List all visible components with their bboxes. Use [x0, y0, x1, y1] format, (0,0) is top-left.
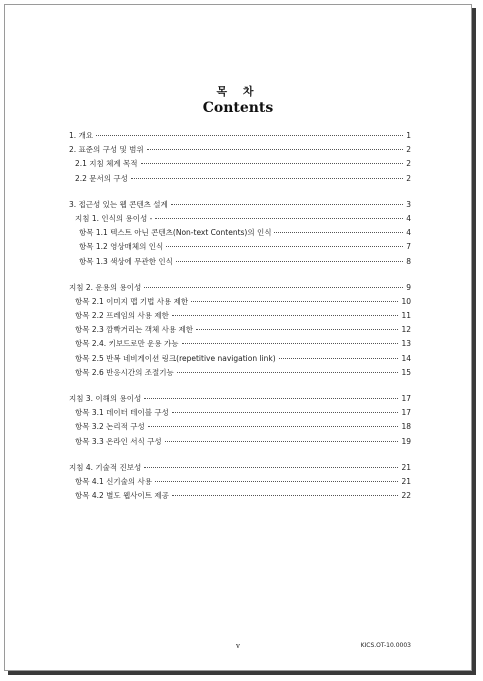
dot-leader — [191, 300, 398, 302]
toc-entry[interactable] — [69, 213, 411, 227]
toc-entry-label: 2. 표준의 구성 및 범위 — [69, 145, 144, 155]
dot-leader — [172, 411, 399, 413]
toc-entry[interactable] — [69, 256, 411, 270]
dot-leader — [172, 494, 399, 496]
toc-entry-label: 1. 개요 — [69, 131, 94, 140]
toc-entry-page: 12 — [401, 325, 411, 335]
footer-page-number: v — [236, 642, 240, 650]
toc-entry[interactable] — [69, 130, 411, 144]
toc-entry-label: 항목 4.2 별도 웹사이트 제공 — [75, 491, 169, 501]
toc-entry[interactable] — [69, 462, 411, 476]
toc-entry-page: 18 — [401, 422, 411, 432]
toc-entry-page: 15 — [401, 367, 411, 377]
section-gap — [69, 381, 411, 393]
toc-title-korean: 목 차 — [216, 85, 260, 98]
section-gap — [69, 450, 411, 462]
dot-leader — [166, 245, 403, 247]
toc-entry-label: 항목 3.2 논리적 구성 — [75, 422, 145, 432]
toc-entry-page: 7 — [406, 242, 411, 252]
toc-entry-page: 11 — [401, 311, 411, 321]
toc-entry[interactable] — [69, 367, 411, 381]
dot-leader — [147, 148, 404, 150]
toc-entry-page: 22 — [401, 491, 411, 501]
toc-entry-page: 19 — [401, 436, 411, 446]
dot-leader — [155, 217, 403, 219]
section-gap — [69, 187, 411, 199]
toc-entry-label: 항목 2.4. 키보드로만 운용 가능 — [75, 339, 179, 349]
toc-entry-label: 지침 1. 인식의 용이성 - — [75, 213, 153, 223]
section-gap — [69, 270, 411, 282]
toc-entry[interactable] — [69, 241, 411, 255]
dot-leader — [141, 162, 404, 164]
toc-entry[interactable] — [69, 310, 411, 324]
toc-entry-page: 4 — [406, 213, 411, 223]
toc-entry-page: 4 — [406, 228, 411, 238]
toc-entry-label: 지침 2. 운용의 용이성 — [69, 282, 142, 292]
toc-entry[interactable] — [69, 338, 411, 352]
toc-entry[interactable] — [69, 324, 411, 338]
toc-entry-label: 항목 2.3 깜빡거리는 객체 사용 제한 — [75, 325, 194, 335]
toc-entry-page: 3 — [406, 199, 411, 209]
toc-entry[interactable] — [69, 393, 411, 407]
dot-leader — [144, 466, 398, 468]
toc-entry-label: 항목 2.1 이미지 맵 기법 사용 제한 — [75, 296, 189, 306]
toc-entry-label: 항목 2.5 반복 네비게이션 링크(repetitive navigation link) — [75, 353, 276, 363]
toc-entry-page: 1 — [406, 131, 411, 140]
toc-entry-page: 17 — [401, 394, 411, 403]
dot-leader — [165, 440, 399, 442]
toc-entry-label: 항목 1.3 색상에 무관한 인식 — [79, 256, 173, 266]
toc-entry-page: 14 — [401, 353, 411, 363]
toc-entry-label: 2.2 문서의 구성 — [75, 173, 128, 183]
dot-leader — [96, 134, 403, 136]
toc-entry-label: 항목 1.2 영상매체의 인식 — [79, 242, 164, 252]
dot-leader — [172, 314, 399, 316]
toc-entry-page: 10 — [401, 296, 411, 306]
toc-entry-label: 항목 4.1 신기술의 사용 — [75, 476, 153, 486]
toc-entry[interactable] — [69, 421, 411, 435]
dot-leader — [274, 231, 403, 233]
toc-entry-label: 2.1 지침 체계 목적 — [75, 159, 138, 169]
toc-entry-label: 항목 2.6 반응시간의 조절기능 — [75, 367, 174, 377]
toc-entry[interactable] — [69, 476, 411, 490]
dot-leader — [196, 328, 398, 330]
toc-title-english: Contents — [202, 100, 274, 116]
toc-entry-page: 2 — [406, 145, 411, 155]
dot-leader — [131, 177, 403, 179]
dot-leader — [177, 371, 399, 373]
toc-entry[interactable] — [69, 227, 411, 241]
toc-entry-label: 항목 1.1 텍스트 아닌 콘텐츠(Non-text Contents)의 인식 — [79, 228, 272, 238]
dot-leader — [182, 342, 399, 344]
toc-entry-page: 9 — [406, 282, 411, 292]
footer-doc-code: KICS.OT-10.0003 — [360, 642, 411, 649]
toc-entry[interactable] — [69, 407, 411, 421]
toc-entry-label: 항목 3.1 데이터 테이블 구성 — [75, 408, 169, 418]
toc-entry[interactable] — [69, 158, 411, 172]
toc-entry-label: 지침 3. 이해의 용이성 — [69, 394, 142, 403]
toc-entry-page: 13 — [401, 339, 411, 349]
toc-entry-label: 3. 접근성 있는 웹 콘텐츠 설계 — [69, 199, 168, 209]
document-page — [4, 4, 472, 671]
toc-entry-page: 21 — [401, 476, 411, 486]
toc-entry-label: 항목 2.2 프레임의 사용 제한 — [75, 311, 169, 321]
dot-leader — [144, 286, 403, 288]
toc-entry-label: 지침 4. 기술적 진보성 — [69, 462, 142, 472]
dot-leader — [176, 260, 403, 262]
toc-entry[interactable] — [69, 353, 411, 367]
table-of-contents — [69, 130, 411, 504]
toc-entry-page: 2 — [406, 173, 411, 183]
toc-entry-label: 항목 3.3 온라인 서식 구성 — [75, 436, 162, 446]
toc-entry-page: 2 — [406, 159, 411, 169]
toc-entry[interactable] — [69, 282, 411, 296]
toc-entry[interactable] — [69, 296, 411, 310]
toc-entry[interactable] — [69, 173, 411, 187]
toc-entry[interactable] — [69, 199, 411, 213]
toc-entry-page: 17 — [401, 408, 411, 418]
dot-leader — [148, 425, 399, 427]
dot-leader — [279, 357, 399, 359]
dot-leader — [144, 397, 398, 399]
toc-entry-page: 8 — [406, 256, 411, 266]
toc-entry[interactable] — [69, 436, 411, 450]
dot-leader — [171, 203, 403, 205]
dot-leader — [155, 480, 398, 482]
toc-entry[interactable] — [69, 144, 411, 158]
toc-entry-page: 21 — [401, 462, 411, 472]
toc-entry[interactable] — [69, 490, 411, 504]
